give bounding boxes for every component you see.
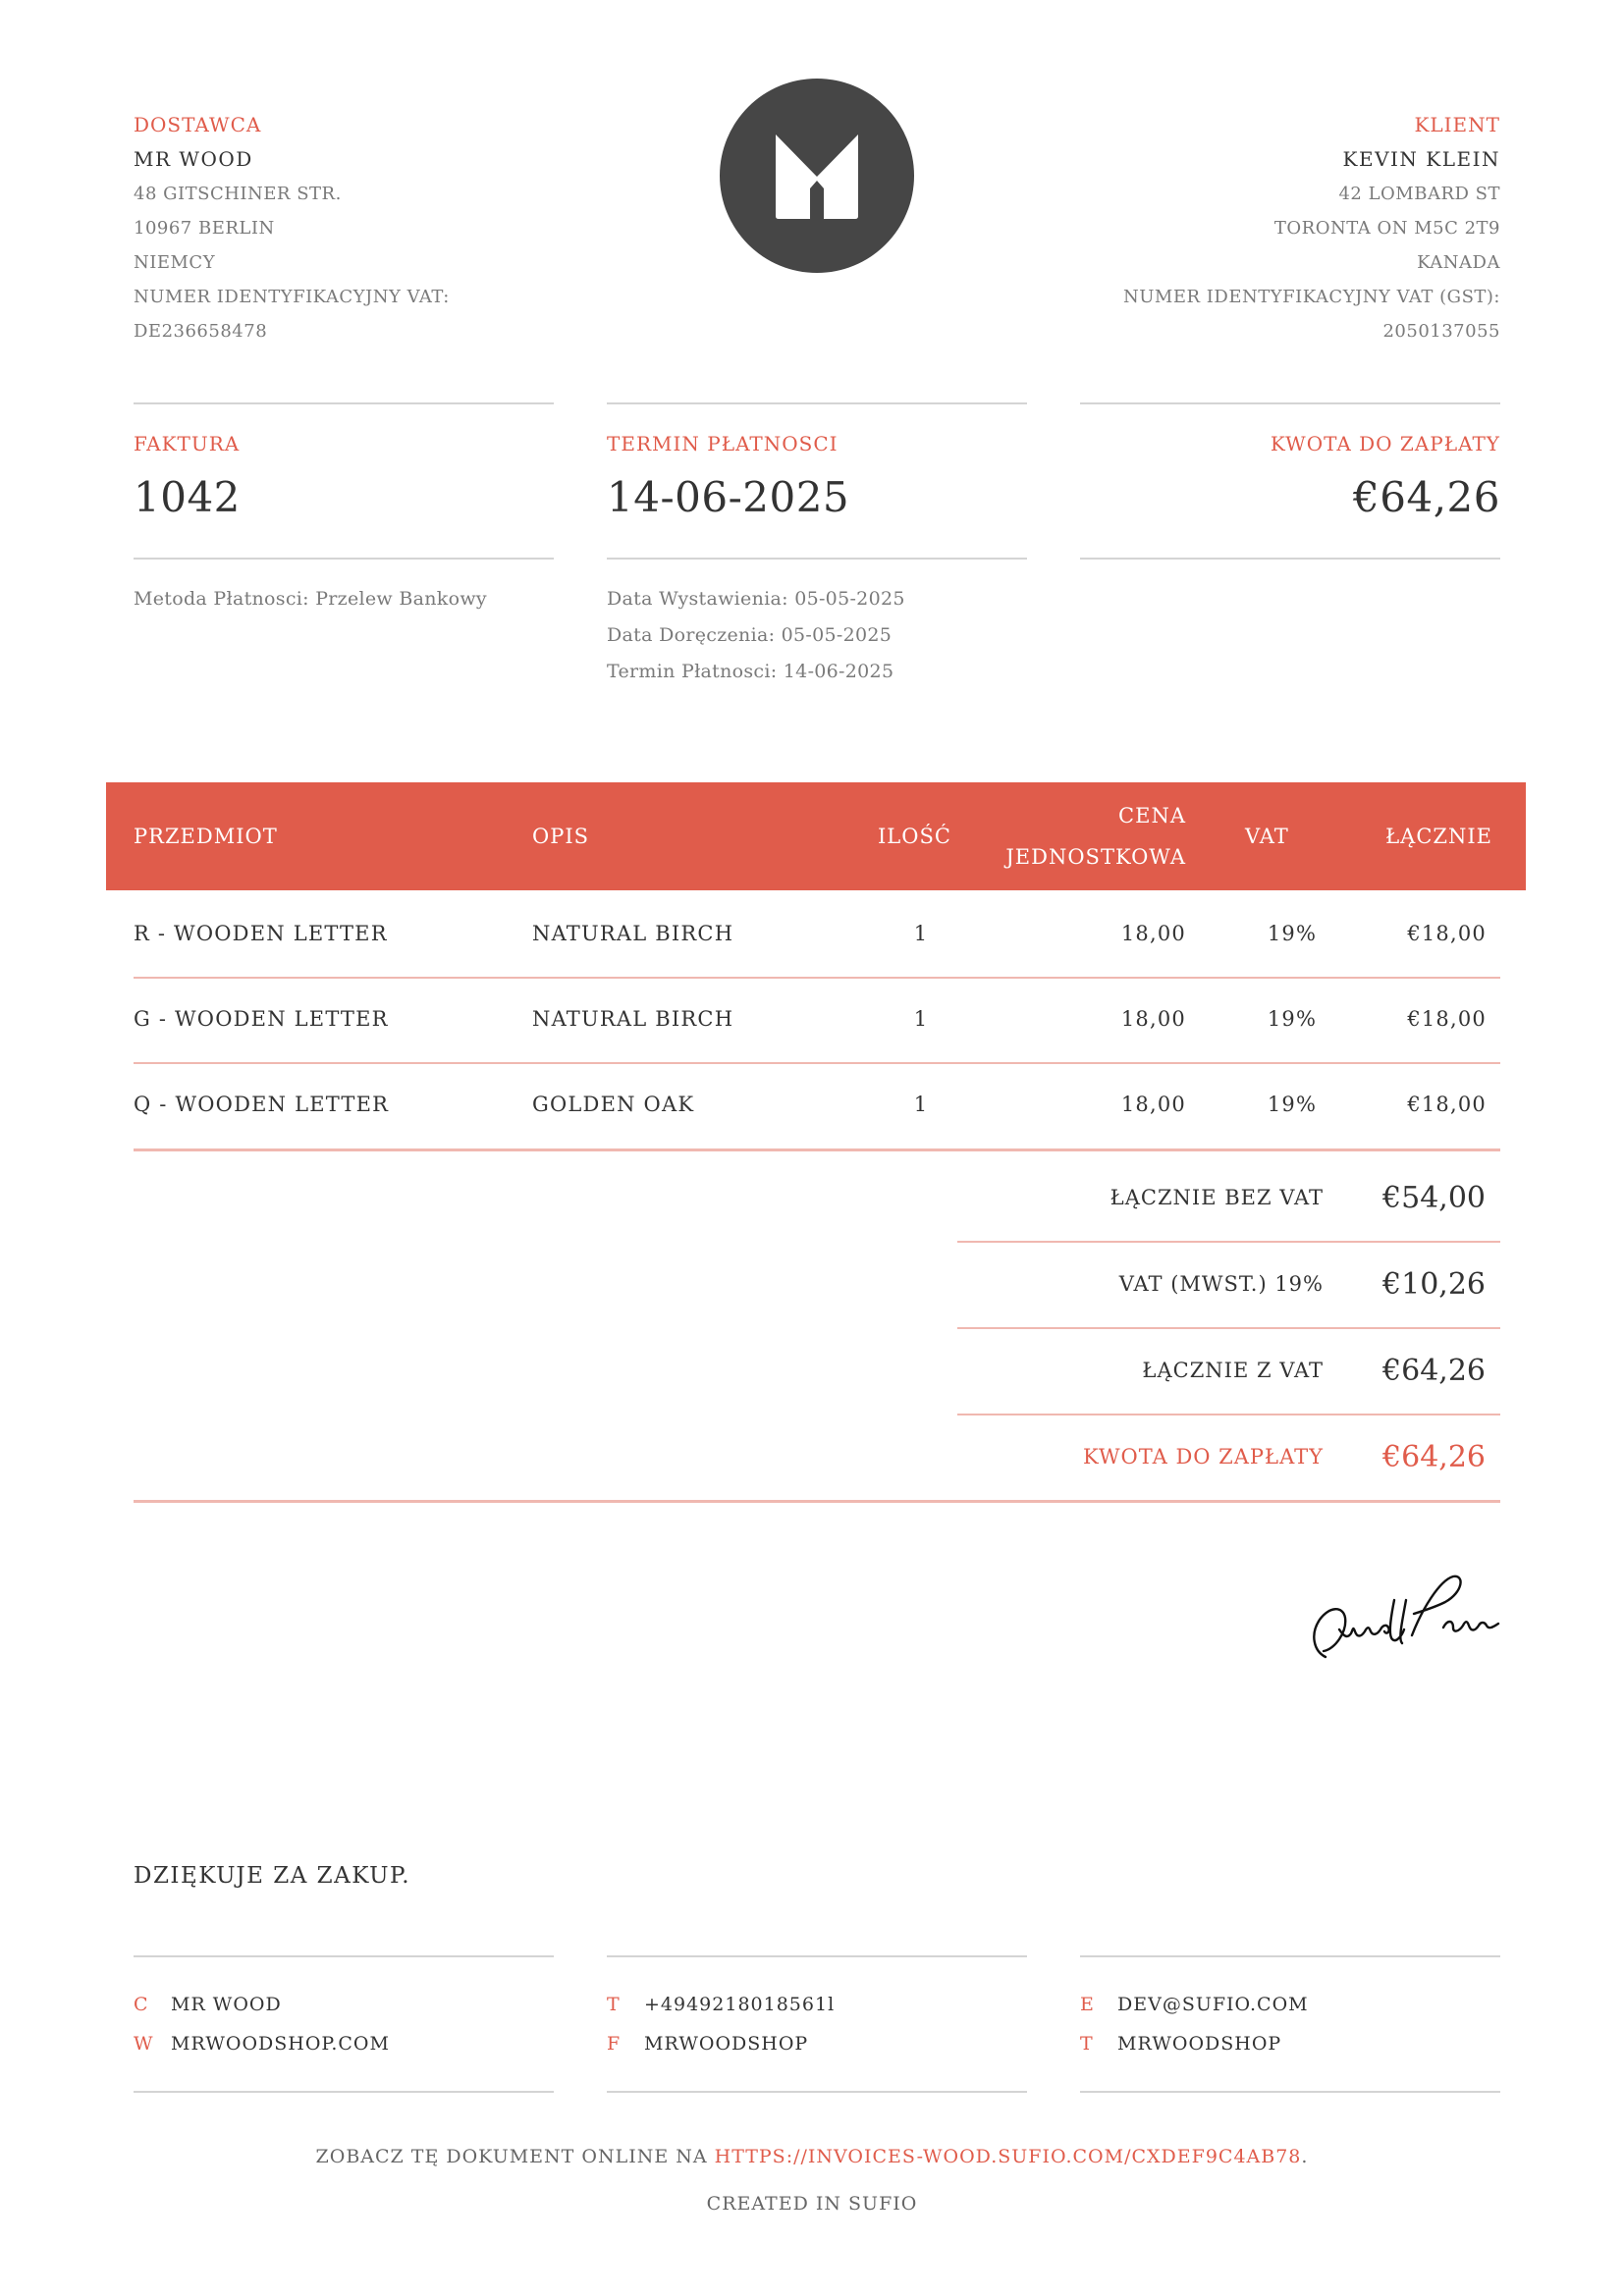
phone-key: T [607,1994,621,2015]
divider [607,1955,1027,1957]
amount-due-block [1080,432,1500,521]
row-unit-price: 18,00 [1120,1093,1186,1116]
header-quantity: ILOŚĆ [878,825,951,848]
issue-date: Data Wystawienia: 05-05-2025 [607,588,905,610]
row-vat: 19% [1267,1093,1318,1116]
divider [134,2091,554,2093]
online-link[interactable]: HTTPS://INVOICES-WOOD.SUFIO.COM/CXDEF9C4AB78 [714,2146,1302,2167]
row-unit-price: 18,00 [1120,922,1186,945]
contact-column-2 [607,1985,835,2063]
row-vat: 19% [1267,922,1318,945]
supplier-vat-number: DE236658478 [134,321,268,342]
divider [134,402,554,404]
header-unit-price-line2: JEDNOSTKOWA [1005,845,1186,869]
website-key: W [134,2033,154,2055]
table-bottom-rule [134,1148,1500,1151]
row-quantity: 1 [913,1093,929,1116]
table-row [134,1062,1500,1147]
row-item: G - WOODEN LETTER [134,1007,389,1031]
header-description: OPIS [532,825,590,848]
invoice-label: FAKTURA [134,432,241,455]
twitter-key: T [1080,2033,1094,2055]
phone-value: +4949218018561l [644,1994,836,2015]
online-suffix: . [1301,2146,1309,2167]
supplier-name: MR WOOD [134,147,253,171]
divider [607,402,1027,404]
mr-wood-logo-icon [720,79,914,273]
email-value[interactable]: DEV@SUFIO.COM [1117,1994,1309,2015]
client-block [1049,108,1500,348]
totals-bottom-rule [134,1500,1500,1503]
row-vat: 19% [1267,1007,1318,1031]
invoice-number-block [134,432,554,521]
row-total: €18,00 [1407,1007,1487,1031]
amount-due-value: €64,26 [1353,473,1500,521]
created-in-sufio: CREATED IN SUFIO [706,2193,918,2215]
client-country: KANADA [1417,252,1500,273]
gross-total-label: ŁĄCZNIE Z VAT [1142,1359,1324,1382]
company-value: MR WOOD [171,1994,282,2015]
divider [607,2091,1027,2093]
payment-due-date: Termin Płatnosci: 14-06-2025 [607,661,894,682]
net-total-row [957,1154,1500,1241]
supplier-country: NIEMCY [134,252,216,273]
supplier-city: 10967 BERLIN [134,218,275,239]
supplier-vat-label: NUMER IDENTYFIKACYJNY VAT: [134,287,450,307]
net-total-value: €54,00 [1382,1180,1486,1215]
header-item: PRZEDMIOT [134,825,278,848]
signature-icon [1296,1541,1512,1679]
amount-due-label: KWOTA DO ZAPŁATY [1270,432,1500,455]
row-description: GOLDEN OAK [532,1093,695,1116]
thanks-message: DZIĘKUJE ZA ZAKUP. [134,1863,411,1889]
email-key: E [1080,1994,1095,2015]
row-description: NATURAL BIRCH [532,922,734,945]
amount-due-total-label: KWOTA DO ZAPŁATY [1083,1445,1324,1468]
row-description: NATURAL BIRCH [532,1007,734,1031]
dates-block [607,581,1027,690]
facebook-key: F [607,2033,622,2055]
facebook-value: MRWOODSHOP [644,2033,809,2055]
supplier-label: DOSTAWCA [134,113,262,136]
amount-due-total-value: €64,26 [1382,1439,1486,1474]
row-unit-price: 18,00 [1120,1007,1186,1031]
divider [1080,1955,1500,1957]
net-total-label: ŁĄCZNIE BEZ VAT [1110,1186,1324,1209]
divider [1080,2091,1500,2093]
row-total: €18,00 [1407,1093,1487,1116]
vat-total-label: VAT (MWST.) 19% [1118,1272,1324,1296]
divider [1080,558,1500,560]
row-quantity: 1 [913,1007,929,1031]
gross-total-row [957,1327,1500,1414]
due-date: 14-06-2025 [607,473,850,521]
website-value[interactable]: MRWOODSHOP.COM [171,2033,390,2055]
client-name: KEVIN KLEIN [1342,147,1500,171]
header-unit-price [990,782,1186,890]
table-row [134,891,1500,976]
header-vat: VAT [1245,825,1289,848]
delivery-date: Data Doręczenia: 05-05-2025 [607,624,893,646]
client-label: KLIENT [1414,113,1500,136]
vat-total-value: €10,26 [1382,1266,1486,1302]
gross-total-value: €64,26 [1382,1353,1486,1388]
table-row [134,977,1500,1061]
divider [1080,402,1500,404]
invoice-number: 1042 [134,473,241,521]
row-quantity: 1 [913,922,929,945]
vat-total-row [957,1241,1500,1327]
supplier-block [134,108,585,348]
items-table-header [106,782,1526,890]
row-total: €18,00 [1407,922,1487,945]
divider [607,558,1027,560]
header-total: ŁĄCZNIE [1385,825,1492,848]
supplier-street: 48 GITSCHINER STR. [134,184,342,204]
online-view-note [0,2146,1624,2167]
row-item: R - WOODEN LETTER [134,922,388,945]
signature [1296,1541,1512,1679]
online-prefix: ZOBACZ TĘ DOKUMENT ONLINE NA [315,2146,715,2167]
amount-due-total-row [957,1414,1500,1500]
client-vat-label: NUMER IDENTYFIKACYJNY VAT (GST): [1123,287,1500,307]
payment-method: Metoda Płatnosci: Przelew Bankowy [134,588,487,610]
company-key: C [134,1994,149,2015]
divider [134,558,554,560]
twitter-value: MRWOODSHOP [1117,2033,1282,2055]
due-label: TERMIN PŁATNOSCI [607,432,839,455]
logo-mark-icon [720,79,914,273]
contact-column-1 [134,1985,390,2063]
header-unit-price-line1: CENA [1118,804,1186,828]
contact-column-3 [1080,1985,1309,2063]
due-date-block [607,432,1027,521]
row-item: Q - WOODEN LETTER [134,1093,390,1116]
client-city: TORONTA ON M5C 2T9 [1273,218,1500,239]
client-street: 42 LOMBARD ST [1338,184,1500,204]
client-vat-number: 2050137055 [1382,321,1500,342]
divider [134,1955,554,1957]
